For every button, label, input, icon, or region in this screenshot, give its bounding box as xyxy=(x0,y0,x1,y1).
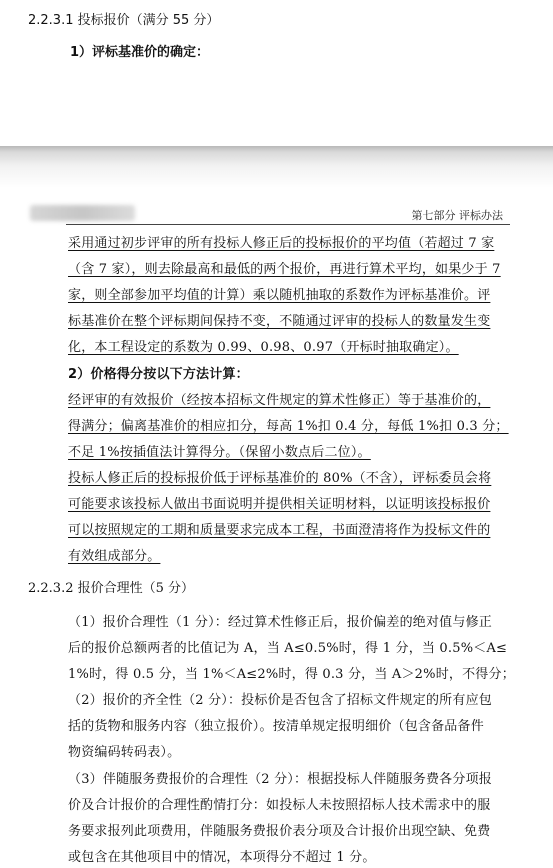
section-heading: 2.2.3.1 投标报价（满分 55 分） xyxy=(28,13,220,28)
paragraph-line: 化，本工程设定的系数为 0.99、0.98、0.97（开标时抽取确定）。 xyxy=(68,340,459,355)
section-heading: 2.2.3.2 报价合理性（5 分） xyxy=(28,581,195,596)
paragraph-line: 标基准价在整个评标期间保持不变，不随通过评审的投标人的数量发生变 xyxy=(68,314,491,329)
item-line: （1）报价合理性（1 分）：经过算术性修正后，报价偏差的绝对值与修正 xyxy=(68,615,492,630)
paragraph-line: 经评审的有效报价（经按本招标文件规定的算术性修正）等于基准价的， xyxy=(68,393,491,408)
paragraph-line: 不足 1%按插值法计算得分。（保留小数点后二位）。 xyxy=(68,445,371,460)
paragraph-line: 家，则全部参加平均值的计算）乘以随机抽取的系数作为评标基准价。评 xyxy=(68,288,491,303)
page-break xyxy=(0,146,553,208)
item-line: （3）伴随服务费报价的合理性（2 分）：根据投标人伴随服务费各分项报 xyxy=(68,772,492,787)
paragraph-line: 可以按照规定的工期和质量要求完成本工程，书面澄清将作为投标文件的 xyxy=(68,523,491,538)
paragraph-line: 得满分；偏离基准价的相应扣分，每高 1%扣 0.4 分，每低 1%扣 0.3 分； xyxy=(68,419,509,434)
item-line: 后的报价总额两者的比值记为 A，当 A≤0.5%时，得 1 分，当 0.5%＜A≤ xyxy=(68,641,508,656)
paragraph-line: 采用通过初步评审的所有投标人修正后的投标报价的平均值（若超过 7 家 xyxy=(68,236,495,251)
item-line: 括的货物和服务内容（独立报价）。按清单规定报明细价（包含备品备件 xyxy=(68,719,484,734)
item-line: 物资编码转码表）。 xyxy=(68,745,181,760)
paragraph-line: （含 7 家），则去除最高和最低的两个报价，再进行算术平均，如果少于 7 xyxy=(68,262,501,277)
item-line: 务要求报列此项费用，伴随服务费报价表分项及合计报价出现空缺、免费 xyxy=(68,824,491,839)
paragraph-line: 可能要求该投标人做出书面说明并提供相关证明材料，以证明该投标报价 xyxy=(68,497,491,512)
item-line: （2）报价的齐全性（2 分）：投标价是否包含了招标文件规定的所有应包 xyxy=(68,693,492,708)
subsection-heading: 1）评标基准价的确定： xyxy=(70,45,210,60)
paragraph-line: 投标人修正后的投标报价低于评标基准价的 80%（不含），评标委员会将 xyxy=(68,471,492,486)
item-line: 1%时，得 0.5 分，当 1%＜A≤2%时，得 0.3 分，当 A＞2%时，不得分； xyxy=(68,667,515,682)
paragraph-line: 有效组成部分。 xyxy=(68,549,161,564)
header-rule xyxy=(66,224,510,225)
item-line: 价及合计报价的合理性酌情打分：如投标人未按照招标人技术需求中的服 xyxy=(68,798,491,813)
redacted-header-text xyxy=(30,205,135,221)
running-header: 第七部分 评标办法 xyxy=(411,209,503,222)
price-score-heading: 2）价格得分按以下方法计算： xyxy=(68,367,249,382)
item-line: 或包含在其他项目中的情况，本项得分不超过 1 分。 xyxy=(68,850,376,865)
